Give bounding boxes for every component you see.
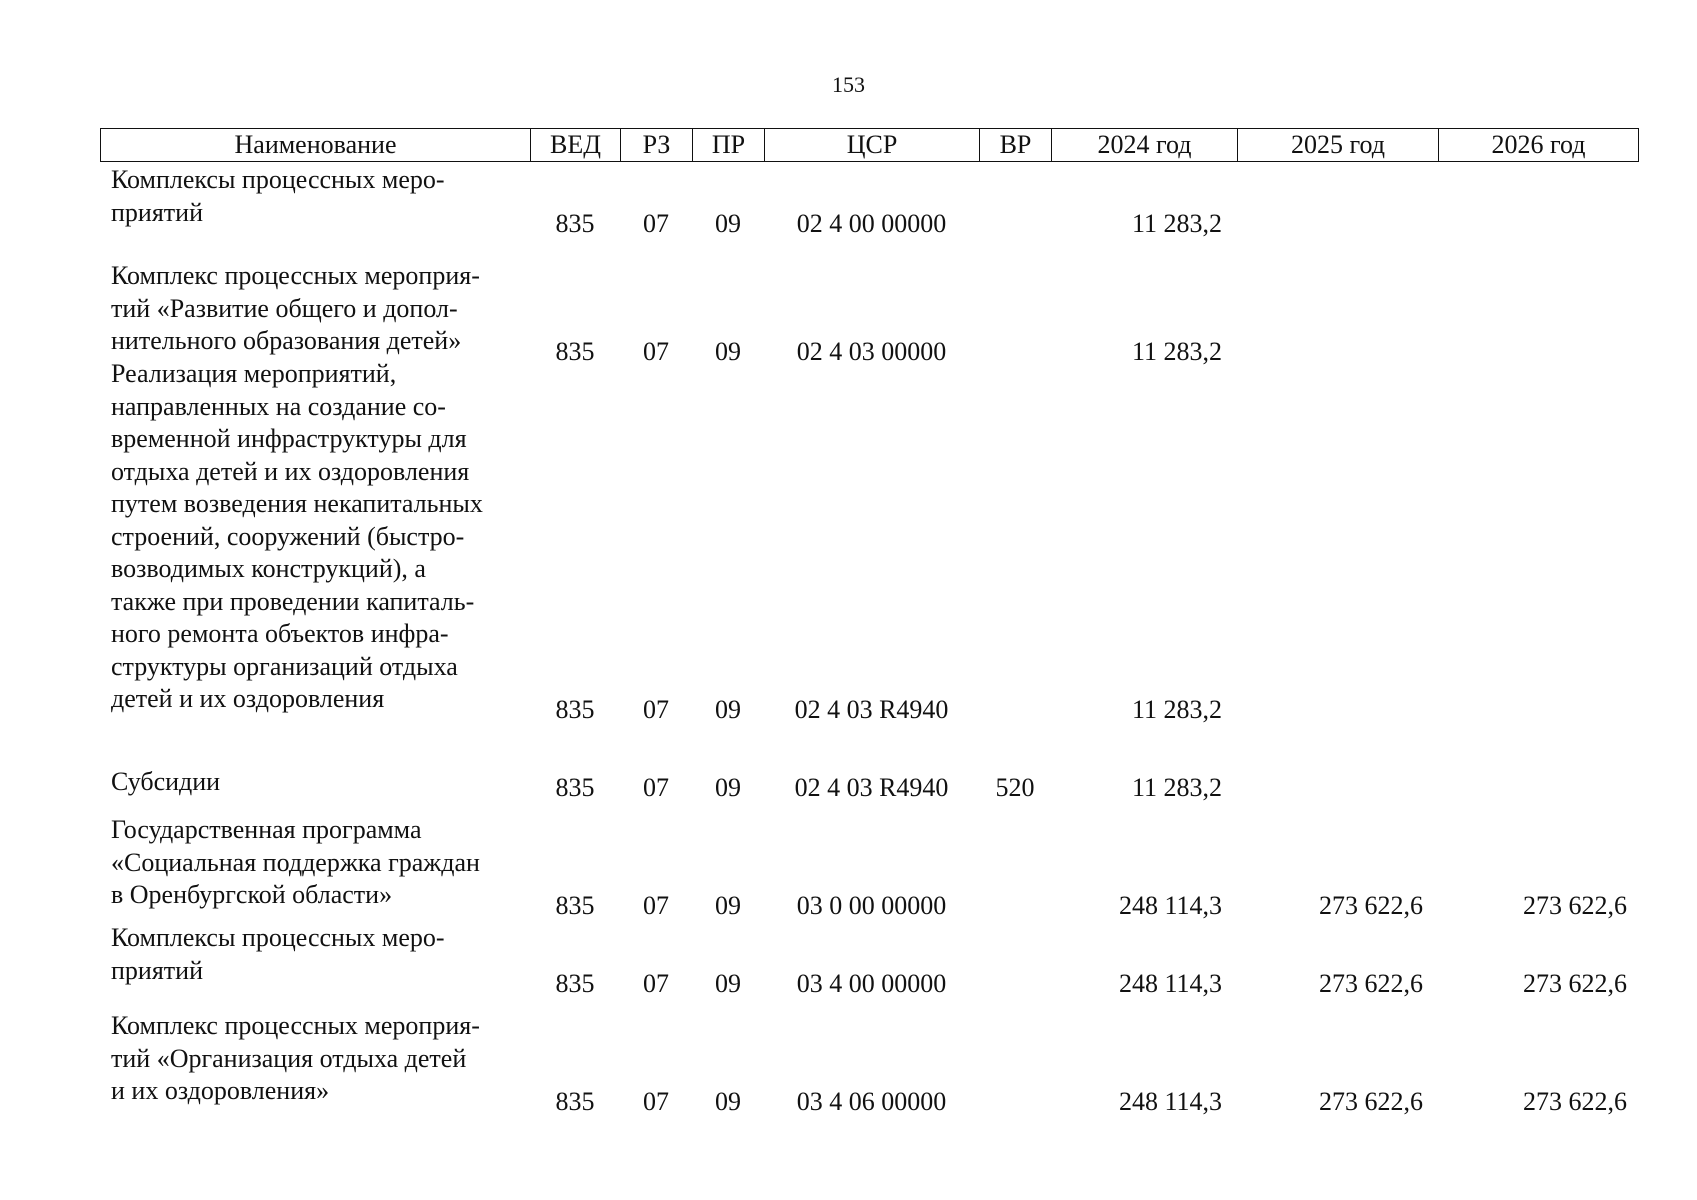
cell-2025: 273 622,6 [1319,968,1423,998]
cell-pr: 09 [715,772,741,802]
table-header [100,128,1639,162]
cell-2025: 273 622,6 [1319,1086,1423,1116]
row-name-line: тий «Развитие общего и допол- [111,293,458,323]
table-row [100,766,1638,804]
cell-csr: 03 4 00 00000 [796,968,947,998]
row-name-line: Комплексы процессных меро- [111,923,445,952]
cell-rz: 07 [643,1086,669,1116]
cell-rz: 07 [643,772,669,802]
row-name-line: возводимых конструкций), а [111,554,426,583]
cell-pr: 09 [715,890,741,920]
cell-csr: 02 4 00 00000 [796,208,947,238]
cell-rz: 07 [643,336,669,366]
cell-rz: 07 [643,208,669,238]
row-name-line: «Социальная поддержка граждан [111,847,480,877]
cell-2026: 273 622,6 [1523,968,1627,998]
column-header-2024: 2024 год [1052,129,1238,162]
row-name-line: строений, сооружений (быстро- [111,521,465,551]
row-name [111,814,521,912]
row-name [111,358,521,716]
column-header-ved: ВЕД [531,129,621,162]
cell-vr: 520 [995,772,1035,802]
row-name-line: Субсидии [111,767,221,796]
cell-rz: 07 [643,694,669,724]
column-header-2026: 2026 год [1439,129,1639,162]
row-name-line: Комплекс процессных мероприя- [111,1011,480,1040]
row-name [111,1010,521,1108]
cell-ved: 835 [555,336,595,366]
cell-ved: 835 [555,772,595,802]
cell-2024: 248 114,3 [1118,890,1222,920]
row-name-line: детей и их оздоровления [111,684,385,713]
cell-pr: 09 [715,968,741,998]
row-name-line: ного ремонта объектов инфра- [111,619,449,648]
table-row [100,814,1638,922]
row-name-line: отдыха детей и их оздоровления [111,456,470,486]
table-row [100,358,1638,726]
row-name-line: структуры организаций отдыха [111,651,458,681]
cell-2026: 273 622,6 [1523,1086,1627,1116]
cell-csr: 02 4 03 00000 [796,336,947,366]
row-name [111,766,521,799]
cell-ved: 835 [555,208,595,238]
cell-2024: 248 114,3 [1118,1086,1222,1116]
cell-pr: 09 [715,208,741,238]
page-number: 153 [832,72,865,97]
column-header-rz: РЗ [621,129,693,162]
cell-csr: 03 0 00 00000 [796,890,947,920]
column-header-vr: ВР [980,129,1052,162]
table-row [100,260,1638,368]
cell-csr: 02 4 03 R4940 [794,772,949,802]
column-header-name: Наименование [101,129,531,162]
row-name [111,260,521,358]
row-name-line: Реализация мероприятий, [111,359,397,388]
cell-ved: 835 [555,694,595,724]
cell-2024: 248 114,3 [1118,968,1222,998]
cell-ved: 835 [555,968,595,998]
row-name-line: и их оздоровления» [111,1076,330,1105]
column-header-pr: ПР [693,129,765,162]
row-name-line: приятий [111,197,203,227]
cell-pr: 09 [715,336,741,366]
row-name-line: тий «Организация отдыха детей [111,1043,467,1073]
cell-2024: 11 283,2 [1131,208,1222,238]
column-header-2025: 2025 год [1238,129,1439,162]
cell-ved: 835 [555,1086,595,1116]
cell-rz: 07 [643,890,669,920]
cell-pr: 09 [715,1086,741,1116]
row-name-line: приятий [111,955,203,985]
cell-ved: 835 [555,890,595,920]
table-row [100,164,1638,240]
cell-rz: 07 [643,968,669,998]
cell-csr: 02 4 03 R4940 [794,694,949,724]
row-name-line: Комплекс процессных мероприя- [111,261,480,290]
row-name-line: также при проведении капиталь- [111,586,475,616]
cell-csr: 03 4 06 00000 [796,1086,947,1116]
cell-2024: 11 283,2 [1131,772,1222,802]
cell-2026: 273 622,6 [1523,890,1627,920]
row-name-line: Комплексы процессных меро- [111,165,445,194]
row-name-line: временной инфраструктуры для [111,424,467,453]
row-name-line: направленных на создание со- [111,391,446,421]
column-header-csr: ЦСР [765,129,980,162]
row-name [111,922,521,987]
cell-2025: 273 622,6 [1319,890,1423,920]
row-name-line: в Оренбургской области» [111,880,393,909]
row-name [111,164,521,229]
cell-2024: 11 283,2 [1131,336,1222,366]
row-name-line: нительного образования детей» [111,326,462,355]
cell-2024: 11 283,2 [1131,694,1222,724]
row-name-line: Государственная программа [111,815,422,844]
table-row [100,922,1638,1000]
row-name-line: путем возведения некапитальных [111,489,483,518]
table-row [100,1010,1638,1118]
cell-pr: 09 [715,694,741,724]
